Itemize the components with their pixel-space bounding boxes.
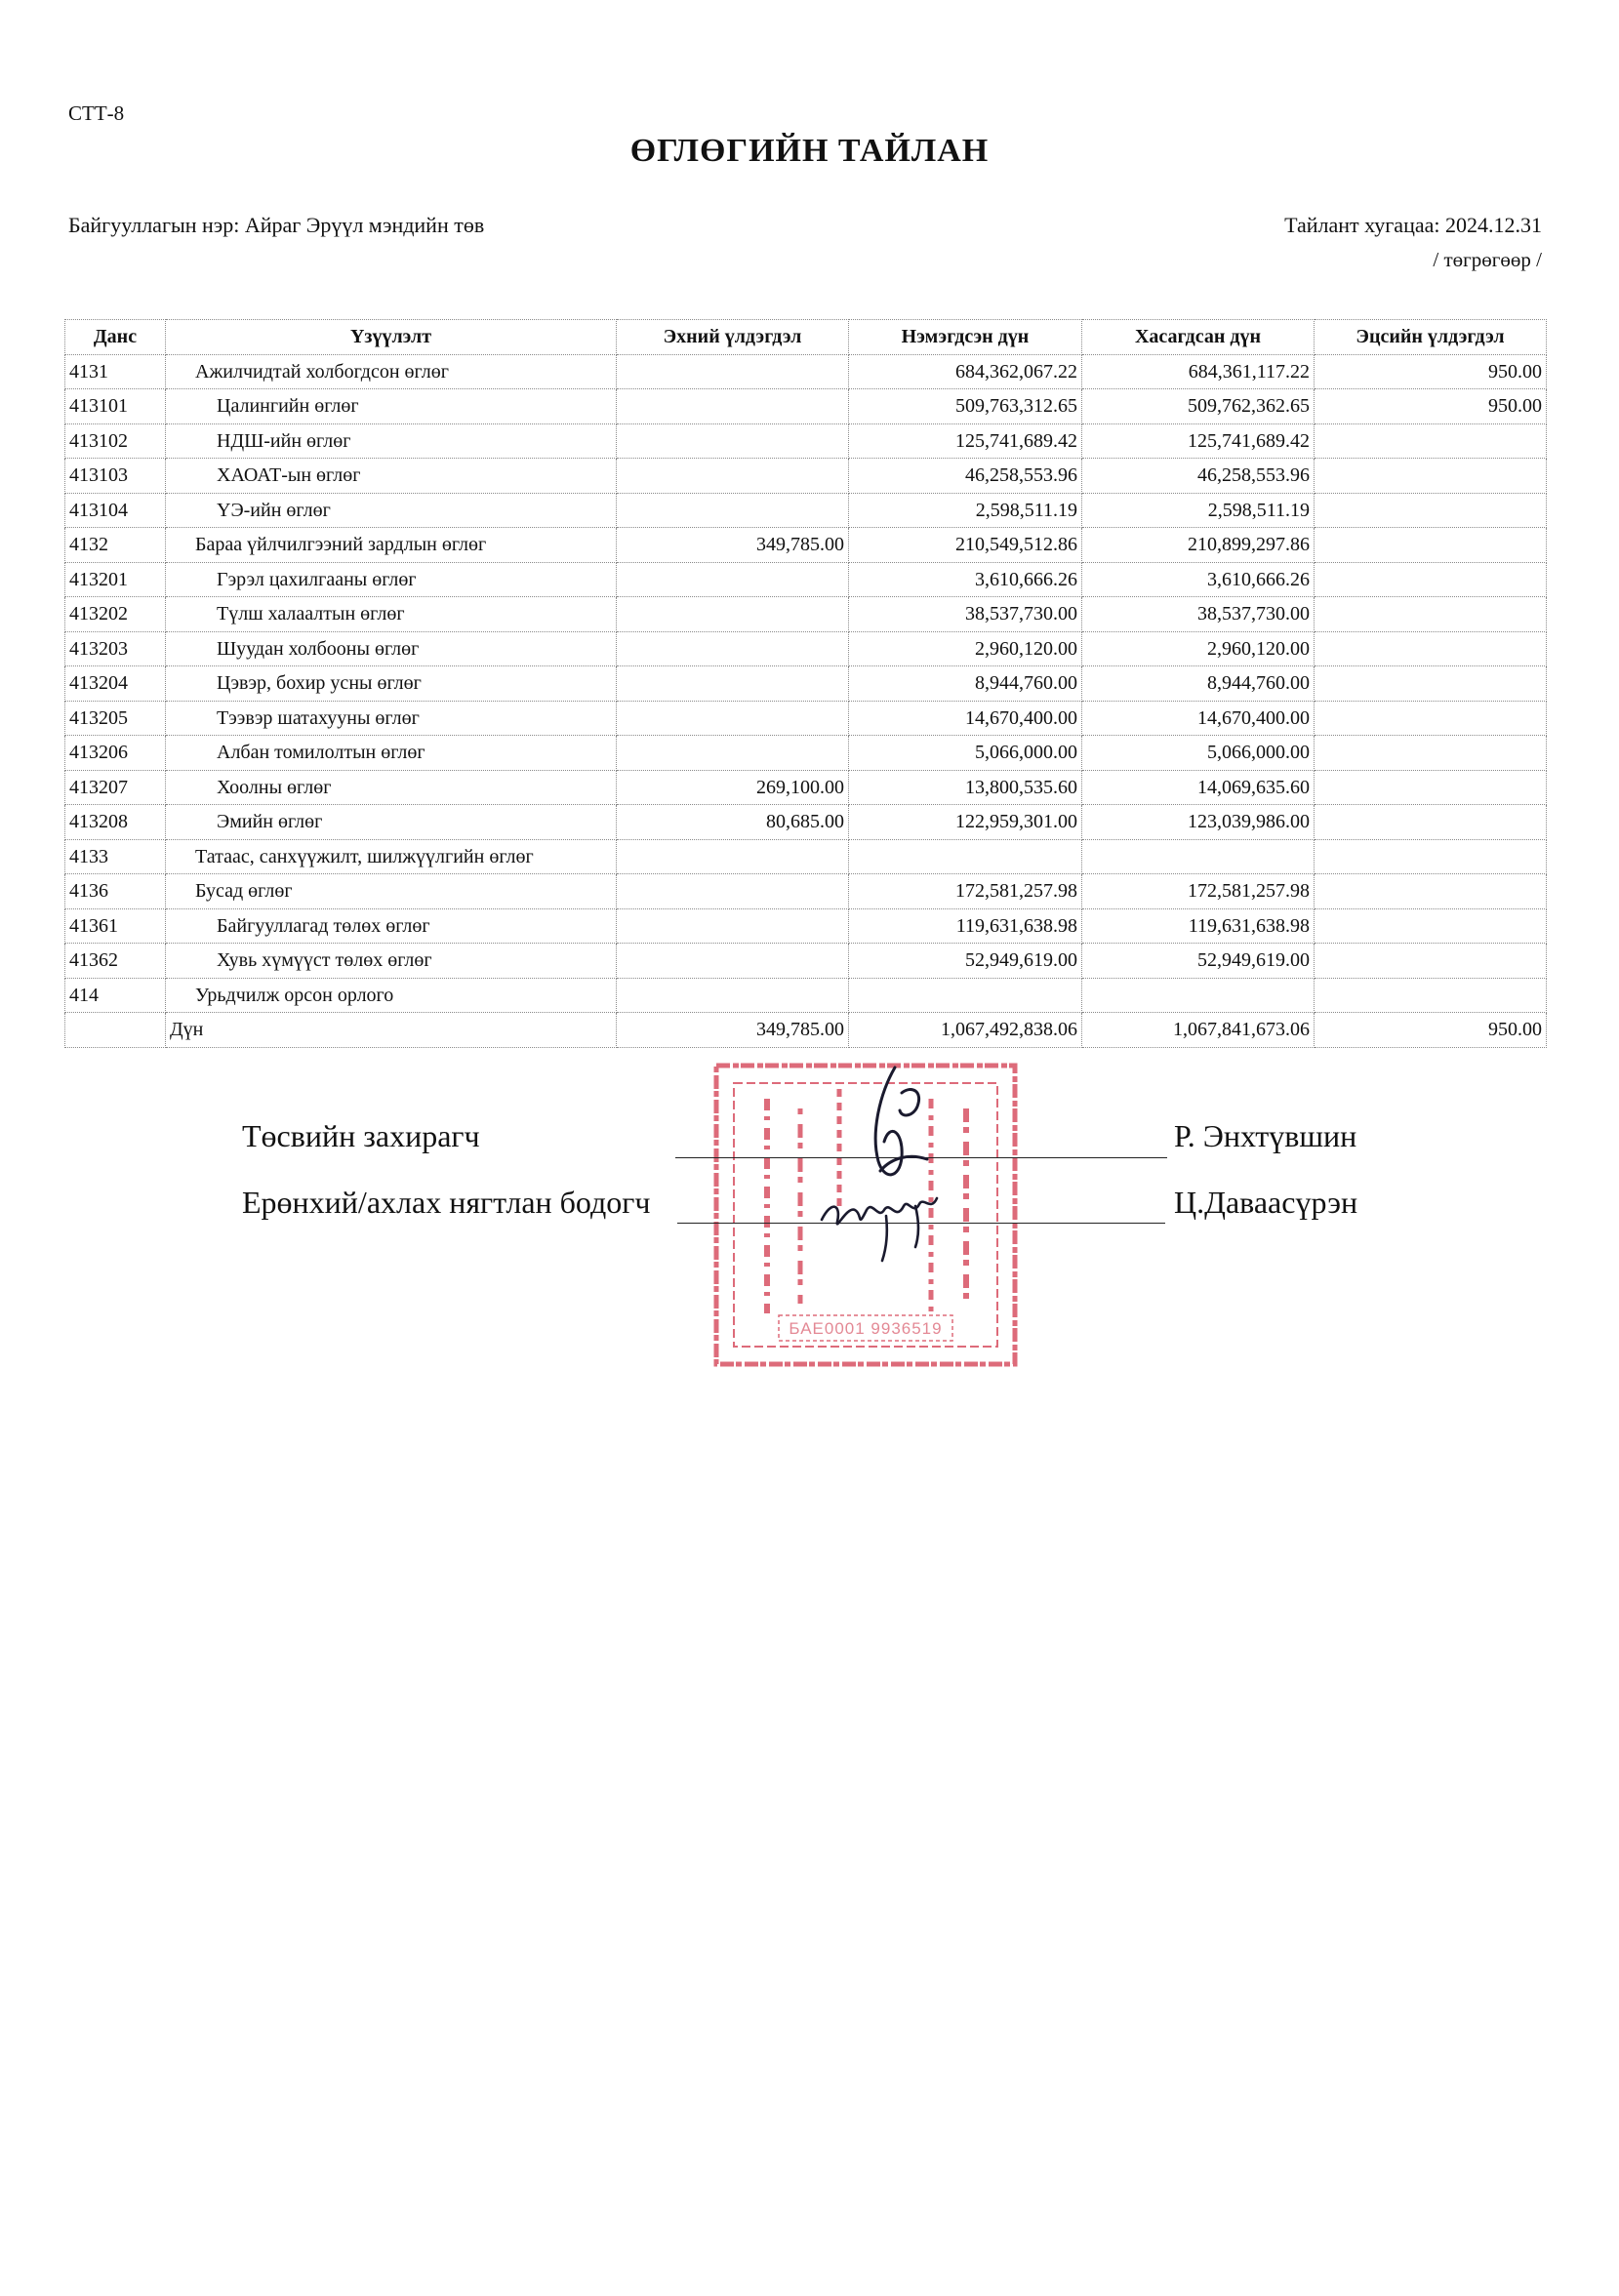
- organization-name: Байгууллагын нэр: Айраг Эрүүл мэндийн төв: [68, 213, 485, 237]
- cell-account: 41361: [65, 908, 166, 944]
- cell-opening: [617, 874, 849, 909]
- table-row: [65, 770, 1547, 805]
- cell-decrease: 2,598,511.19: [1082, 493, 1315, 528]
- cell-increase: 684,362,067.22: [849, 354, 1082, 389]
- header-opening-balance: Эхний үлдэгдэл: [617, 320, 849, 355]
- total-closing: 950.00: [1315, 1013, 1547, 1048]
- cell-indicator: Гэрэл цахилгааны өглөг: [166, 562, 617, 597]
- cell-decrease: 509,762,362.65: [1082, 389, 1315, 424]
- cell-increase: [849, 978, 1082, 1013]
- cell-decrease: 172,581,257.98: [1082, 874, 1315, 909]
- cell-account: 413202: [65, 597, 166, 632]
- cell-indicator: Ажилчидтай холбогдсон өглөг: [166, 354, 617, 389]
- cell-increase: 38,537,730.00: [849, 597, 1082, 632]
- cell-closing: [1315, 459, 1547, 494]
- cell-closing: [1315, 528, 1547, 563]
- cell-increase: 210,549,512.86: [849, 528, 1082, 563]
- cell-increase: 2,598,511.19: [849, 493, 1082, 528]
- table-row: [65, 874, 1547, 909]
- cell-account: 4136: [65, 874, 166, 909]
- cell-decrease: 123,039,986.00: [1082, 805, 1315, 840]
- cell-indicator: Цэвэр, бохир усны өглөг: [166, 666, 617, 702]
- cell-account: 413205: [65, 701, 166, 736]
- cell-account: 413103: [65, 459, 166, 494]
- cell-closing: [1315, 597, 1547, 632]
- total-decrease: 1,067,841,673.06: [1082, 1013, 1315, 1048]
- cell-closing: [1315, 736, 1547, 771]
- cell-indicator: Татаас, санхүүжилт, шилжүүлгийн өглөг: [166, 839, 617, 874]
- cell-indicator: НДШ-ийн өглөг: [166, 423, 617, 459]
- cell-indicator: Хувь хүмүүст төлөх өглөг: [166, 944, 617, 979]
- cell-indicator: Шуудан холбооны өглөг: [166, 631, 617, 666]
- payables-table: [64, 319, 1547, 1048]
- table-row: [65, 666, 1547, 702]
- total-label: Дүн: [166, 1013, 617, 1048]
- cell-account: 413101: [65, 389, 166, 424]
- cell-increase: 172,581,257.98: [849, 874, 1082, 909]
- total-row: [65, 1013, 1547, 1048]
- cell-increase: 2,960,120.00: [849, 631, 1082, 666]
- header-closing-balance: Эцсийн үлдэгдэл: [1315, 320, 1547, 355]
- cell-closing: [1315, 666, 1547, 702]
- table-row: [65, 389, 1547, 424]
- signature-role-director: Төсвийн захирагч: [242, 1118, 480, 1153]
- cell-increase: 8,944,760.00: [849, 666, 1082, 702]
- cell-decrease: 52,949,619.00: [1082, 944, 1315, 979]
- cell-increase: 3,610,666.26: [849, 562, 1082, 597]
- cell-decrease: [1082, 839, 1315, 874]
- cell-indicator: ҮЭ-ийн өглөг: [166, 493, 617, 528]
- cell-indicator: Түлш халаалтын өглөг: [166, 597, 617, 632]
- table-row: [65, 701, 1547, 736]
- cell-increase: 122,959,301.00: [849, 805, 1082, 840]
- cell-indicator: Бусад өглөг: [166, 874, 617, 909]
- cell-opening: 269,100.00: [617, 770, 849, 805]
- table-row: [65, 944, 1547, 979]
- cell-indicator: Урьдчилж орсон орлого: [166, 978, 617, 1013]
- cell-closing: [1315, 701, 1547, 736]
- cell-opening: [617, 562, 849, 597]
- cell-increase: 46,258,553.96: [849, 459, 1082, 494]
- cell-closing: [1315, 770, 1547, 805]
- cell-closing: [1315, 493, 1547, 528]
- table-row: [65, 528, 1547, 563]
- cell-increase: 125,741,689.42: [849, 423, 1082, 459]
- cell-decrease: 119,631,638.98: [1082, 908, 1315, 944]
- cell-opening: [617, 666, 849, 702]
- table-row: [65, 908, 1547, 944]
- header-increase: Нэмэгдсэн дүн: [849, 320, 1082, 355]
- cell-closing: [1315, 978, 1547, 1013]
- signature-role-accountant: Ерөнхий/ахлах нягтлан бодогч: [242, 1185, 651, 1220]
- report-period: Тайлант хугацаа: 2024.12.31: [1284, 213, 1542, 237]
- cell-opening: [617, 459, 849, 494]
- table-row: [65, 423, 1547, 459]
- total-opening: 349,785.00: [617, 1013, 849, 1048]
- table-row: [65, 597, 1547, 632]
- cell-opening: [617, 354, 849, 389]
- table-header-row: [65, 320, 1547, 355]
- cell-indicator: ХАОАТ-ын өглөг: [166, 459, 617, 494]
- cell-decrease: 14,670,400.00: [1082, 701, 1315, 736]
- cell-increase: 119,631,638.98: [849, 908, 1082, 944]
- cell-decrease: 3,610,666.26: [1082, 562, 1315, 597]
- cell-opening: [617, 389, 849, 424]
- cell-closing: 950.00: [1315, 354, 1547, 389]
- cell-opening: [617, 423, 849, 459]
- cell-account: 414: [65, 978, 166, 1013]
- cell-increase: 509,763,312.65: [849, 389, 1082, 424]
- cell-closing: 950.00: [1315, 389, 1547, 424]
- table-row: [65, 562, 1547, 597]
- header-indicator: Үзүүлэлт: [166, 320, 617, 355]
- cell-opening: 349,785.00: [617, 528, 849, 563]
- cell-opening: [617, 597, 849, 632]
- cell-increase: 14,670,400.00: [849, 701, 1082, 736]
- cell-decrease: 2,960,120.00: [1082, 631, 1315, 666]
- cell-opening: [617, 944, 849, 979]
- cell-decrease: 8,944,760.00: [1082, 666, 1315, 702]
- accountant-signature-mark: [818, 1177, 945, 1265]
- cell-opening: [617, 908, 849, 944]
- currency-unit: / төгрөгөөр /: [1433, 248, 1542, 271]
- cell-decrease: [1082, 978, 1315, 1013]
- stamp-serial: БАЕ0001 9936519: [789, 1319, 943, 1338]
- report-title: ӨГЛӨГИЙН ТАЙЛАН: [629, 133, 990, 169]
- header-account: Данс: [65, 320, 166, 355]
- cell-decrease: 46,258,553.96: [1082, 459, 1315, 494]
- table-row: [65, 805, 1547, 840]
- cell-account: 413207: [65, 770, 166, 805]
- cell-account: 413201: [65, 562, 166, 597]
- cell-account: 4133: [65, 839, 166, 874]
- cell-decrease: 38,537,730.00: [1082, 597, 1315, 632]
- cell-closing: [1315, 874, 1547, 909]
- signature-name-accountant: Ц.Даваасүрэн: [1174, 1185, 1358, 1220]
- cell-account: 4131: [65, 354, 166, 389]
- cell-indicator: Бараа үйлчилгээний зардлын өглөг: [166, 528, 617, 563]
- cell-account: 413203: [65, 631, 166, 666]
- cell-decrease: 125,741,689.42: [1082, 423, 1315, 459]
- cell-indicator: Албан томилолтын өглөг: [166, 736, 617, 771]
- cell-opening: [617, 631, 849, 666]
- table-row: [65, 493, 1547, 528]
- cell-increase: 13,800,535.60: [849, 770, 1082, 805]
- cell-increase: 52,949,619.00: [849, 944, 1082, 979]
- table-row: [65, 631, 1547, 666]
- cell-opening: [617, 736, 849, 771]
- cell-decrease: 14,069,635.60: [1082, 770, 1315, 805]
- total-account-cell: [65, 1013, 166, 1048]
- table-row: [65, 736, 1547, 771]
- cell-decrease: 684,361,117.22: [1082, 354, 1315, 389]
- cell-opening: [617, 493, 849, 528]
- cell-account: 41362: [65, 944, 166, 979]
- cell-closing: [1315, 805, 1547, 840]
- cell-indicator: Хоолны өглөг: [166, 770, 617, 805]
- cell-account: 4132: [65, 528, 166, 563]
- table-body: [65, 354, 1547, 1013]
- cell-opening: 80,685.00: [617, 805, 849, 840]
- header-decrease: Хасагдсан дүн: [1082, 320, 1315, 355]
- cell-closing: [1315, 562, 1547, 597]
- table-row: [65, 459, 1547, 494]
- cell-opening: [617, 701, 849, 736]
- form-code: СТТ-8: [68, 101, 125, 125]
- cell-opening: [617, 839, 849, 874]
- signature-name-director: Р. Энхтүвшин: [1174, 1118, 1357, 1153]
- table-row: [65, 354, 1547, 389]
- table-row: [65, 978, 1547, 1013]
- cell-indicator: Цалингийн өглөг: [166, 389, 617, 424]
- cell-indicator: Байгууллагад төлөх өглөг: [166, 908, 617, 944]
- cell-indicator: Тээвэр шатахууны өглөг: [166, 701, 617, 736]
- cell-account: 413208: [65, 805, 166, 840]
- cell-closing: [1315, 423, 1547, 459]
- cell-account: 413204: [65, 666, 166, 702]
- cell-decrease: 5,066,000.00: [1082, 736, 1315, 771]
- cell-closing: [1315, 631, 1547, 666]
- cell-increase: [849, 839, 1082, 874]
- total-increase: 1,067,492,838.06: [849, 1013, 1082, 1048]
- cell-account: 413102: [65, 423, 166, 459]
- cell-increase: 5,066,000.00: [849, 736, 1082, 771]
- cell-closing: [1315, 944, 1547, 979]
- cell-account: 413104: [65, 493, 166, 528]
- cell-closing: [1315, 908, 1547, 944]
- cell-closing: [1315, 839, 1547, 874]
- cell-indicator: Эмийн өглөг: [166, 805, 617, 840]
- cell-account: 413206: [65, 736, 166, 771]
- cell-opening: [617, 978, 849, 1013]
- cell-decrease: 210,899,297.86: [1082, 528, 1315, 563]
- table-row: [65, 839, 1547, 874]
